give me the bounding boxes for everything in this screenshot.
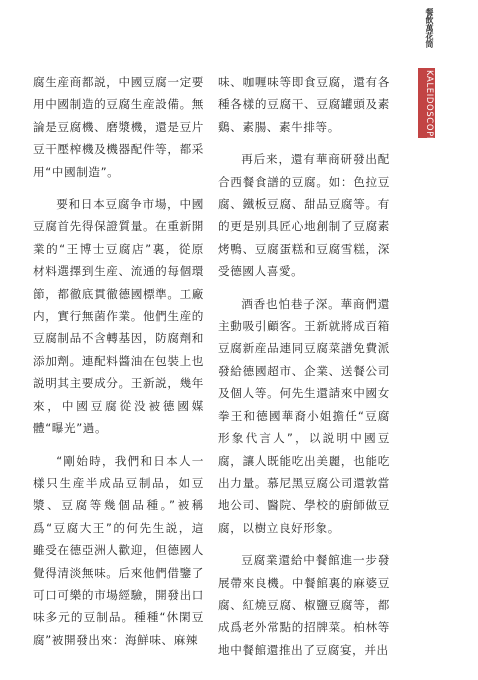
paragraph: “剛始時，我們和日本人一樣只生産半成品豆制品，如豆漿、豆腐等幾個品種。”被稱爲“豆腐大王”的何先生説，這雖受在德亞洲人歡迎，但德國人覺得清淡無味。后來他們借鑒了可口可樂的市場經驗，開發出口味多元的豆制品。種種“休閑豆腐”被開發出來：海鮮味、麻辣: [33, 453, 204, 647]
left-column: [33, 71, 204, 661]
paragraph: 腐生産商都説，中國豆腐一定要用中國制造的豆腐生産設備。無論是豆腐機、磨漿機，還是豆片豆干壓榨機及機器配件等，都采用“中國制造”。: [33, 75, 204, 179]
brand-label: KALEIDOSCOPE: [424, 70, 434, 143]
paragraph: 豆腐業還給中餐館進一步發展帶來良機。中餐館裏的麻婆豆腐、紅燒豆腐、椒鹽豆腐等，都成爲老外常點的招牌菜。柏林等地中餐館還推出了豆腐宴，并出: [218, 553, 390, 657]
paragraph: 再后来，還有華商研發出配合西餐食譜的豆腐。如：色拉豆腐、鐵板豆腐、甜品豆腐等。有的更是别具匠心地創制了豆腐素烤鴨、豆腐蛋糕和豆腐雪糕，深受德國人喜愛。: [218, 152, 390, 279]
paragraph: 酒香也怕巷子深。華商們還主動吸引顧客。王新就將成百箱豆腐新産品連同豆腐菜譜免費派發給德國超市、企業、送餐公司及個人等。何先生還請來中國女拳王和德國華裔小姐擔任“豆腐形象代言人”，以説明中國豆腐，讓人既能吃出美麗，也能吃出力量。慕尼黑豆腐公司還敦當地公司、醫院、學校的廚師做豆腐，以樹立良好形象。: [218, 296, 390, 535]
right-column: [218, 71, 390, 671]
paragraph: 味、咖喱味等即食豆腐，還有各種各樣的豆腐干、豆腐罐頭及素鷄、素腸、素牛排等。: [218, 75, 390, 134]
paragraph: 要和日本豆腐争市場，中國豆腐首先得保證質量。在重新開業的“王博士豆腐店”裏，從原材料選擇到生産、流通的每個環節，都徹底貫徹德國標準。工廠内，實行無菌作業。他們生産的豆腐制品不含轉基因，防腐劑和添加劑。連配料醬油在包裝上也説明其主要成分。王新説，幾年來，中國豆腐從没被德國媒體“曝光”過。: [33, 197, 204, 436]
section-title: 餐飲萬花筒: [425, 8, 434, 48]
